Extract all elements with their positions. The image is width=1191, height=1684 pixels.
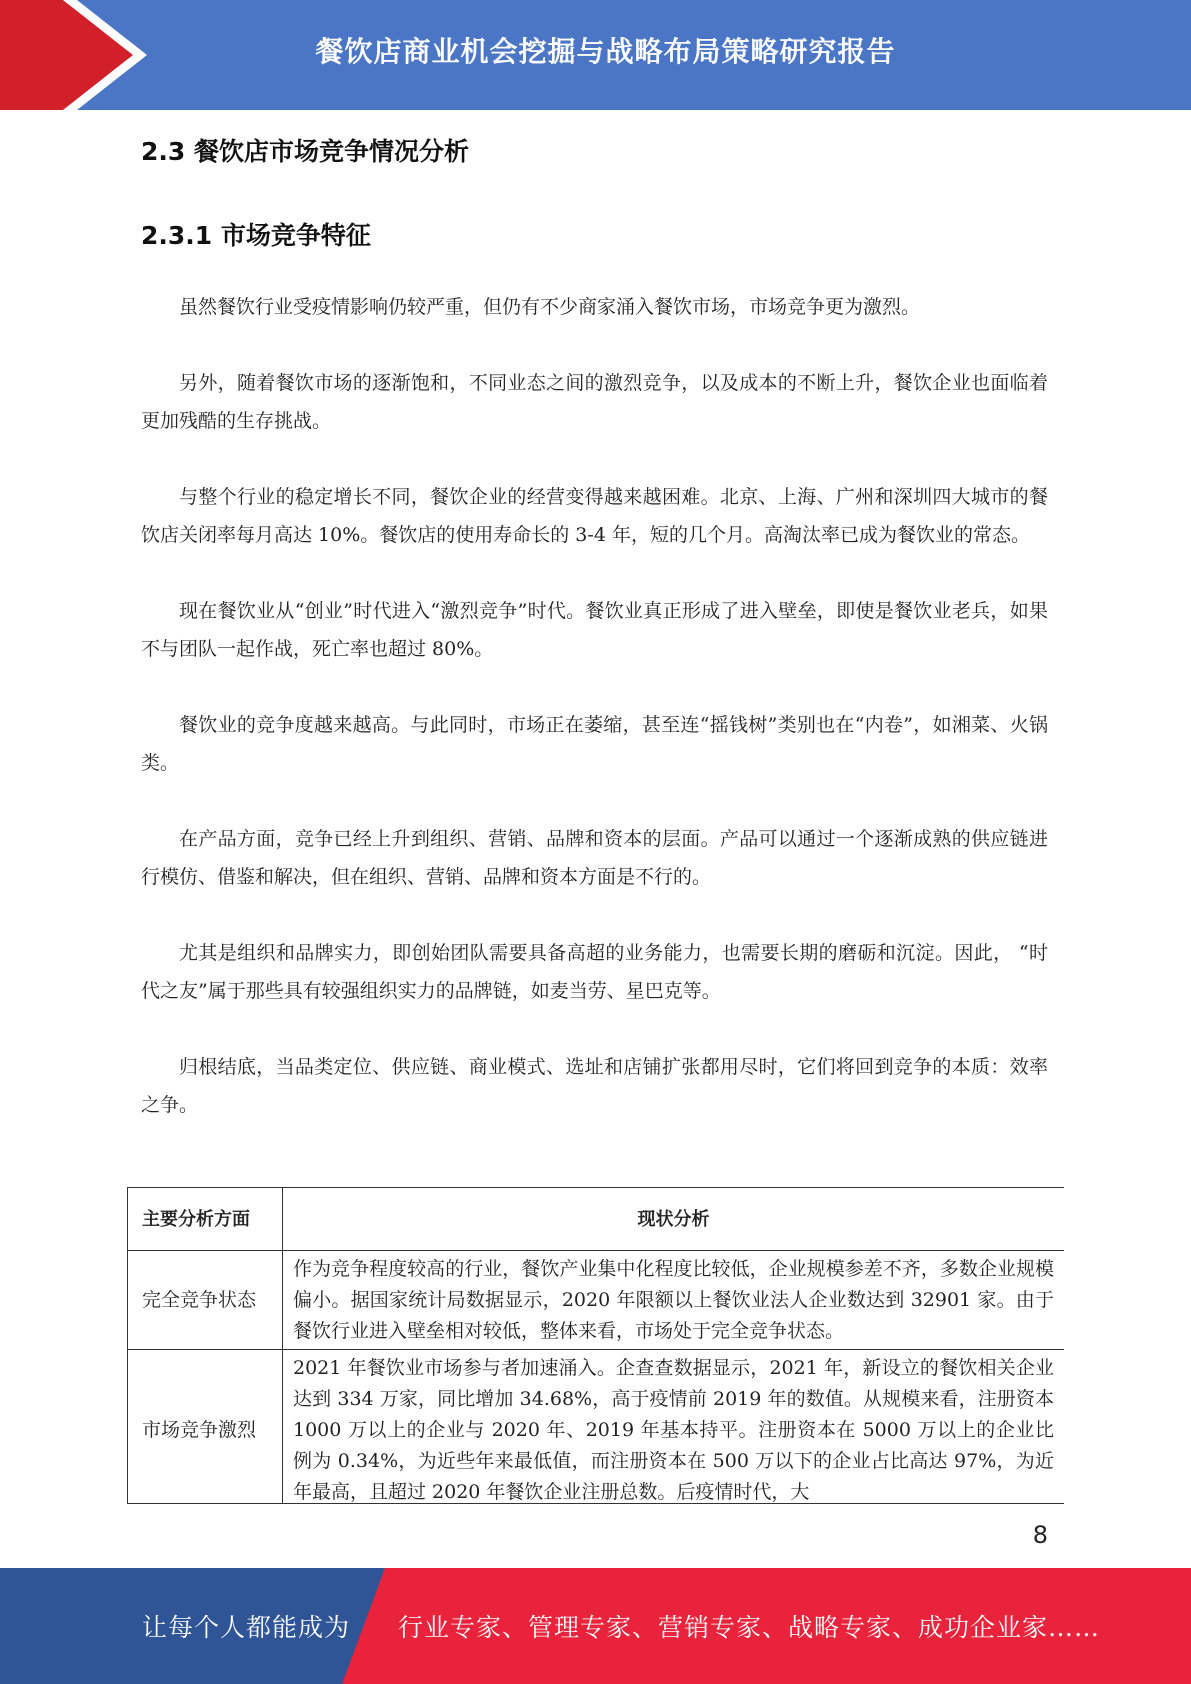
body-text bbox=[141, 288, 1048, 1162]
paragraph: 在产品方面，竞争已经上升到组织、营销、品牌和资本的层面。产品可以通过一个逐渐成熟的供应链进行模仿、借鉴和解决，但在组织、营销、品牌和资本方面是不行的。 bbox=[141, 828, 1048, 888]
table-header-aspect: 主要分析方面 bbox=[128, 1188, 283, 1251]
page-number: 8 bbox=[1032, 1521, 1048, 1549]
table-cell-aspect: 市场竞争激烈 bbox=[128, 1350, 283, 1505]
paragraph: 归根结底，当品类定位、供应链、商业模式、选址和店铺扩张都用尽时，它们将回到竞争的本质：效率之争。 bbox=[141, 1056, 1048, 1116]
paragraph: 餐饮业的竞争度越来越高。与此同时，市场正在萎缩，甚至连“摇钱树”类别也在“内卷”，如湘菜、火锅类。 bbox=[141, 714, 1048, 774]
footer-slogan-left: 让每个人都能成为 bbox=[142, 1613, 351, 1642]
table-row bbox=[128, 1251, 1065, 1350]
report-title: 餐饮店商业机会挖掘与战略布局策略研究报告 bbox=[315, 35, 896, 68]
page-footer bbox=[0, 1568, 1191, 1684]
section-heading: 2.3 餐饮店市场竞争情况分析 bbox=[141, 137, 469, 166]
analysis-table-container bbox=[127, 1187, 1064, 1504]
analysis-table bbox=[127, 1187, 1064, 1504]
paragraph: 尤其是组织和品牌实力，即创始团队需要具备高超的业务能力，也需要长期的磨砺和沉淀。因此， “时代之友”属于那些具有较强组织实力的品牌链，如麦当劳、星巴克等。 bbox=[141, 942, 1048, 1002]
footer-slogan-right: 行业专家、管理专家、营销专家、战略专家、成功企业家…… bbox=[398, 1613, 1101, 1642]
table-cell-aspect: 完全竞争状态 bbox=[128, 1251, 283, 1350]
paragraph: 另外，随着餐饮市场的逐渐饱和，不同业态之间的激烈竞争，以及成本的不断上升，餐饮企业也面临着更加残酷的生存挑战。 bbox=[141, 372, 1048, 432]
table-cell-analysis: 2021 年餐饮业市场参与者加速涌入。企查查数据显示，2021 年，新设立的餐饮相关企业达到 334 万家，同比增加 34.68%，高于疫情前 2019 年的数值。从规模来看，注册资本 1000 万以上的企业与 2020 年、2019 年基本持平。注册资本在 5000 万以上的企业比例为 0.34%，为近些年来最低值，而注册资本在 500 万以下的企业占比高达 97%，为近年最高，且超过 2020 年餐饮企业注册总数。后疫情时代，大 bbox=[283, 1350, 1065, 1505]
paragraph: 与整个行业的稳定增长不同，餐饮企业的经营变得越来越困难。北京、上海、广州和深圳四大城市的餐饮店关闭率每月高达 10%。餐饮店的使用寿命长的 3-4 年，短的几个月。高淘汰率已成为餐饮业的常态。 bbox=[141, 486, 1048, 546]
subsection-heading: 2.3.1 市场竞争特征 bbox=[141, 221, 371, 250]
table-header-row bbox=[128, 1188, 1065, 1251]
table-row bbox=[128, 1350, 1065, 1505]
table-header-analysis: 现状分析 bbox=[283, 1188, 1065, 1251]
paragraph: 现在餐饮业从“创业”时代进入“激烈竞争”时代。餐饮业真正形成了进入壁垒，即使是餐饮业老兵，如果不与团队一起作战，死亡率也超过 80%。 bbox=[141, 600, 1048, 660]
paragraph: 虽然餐饮行业受疫情影响仍较严重，但仍有不少商家涌入餐饮市场，市场竞争更为激烈。 bbox=[179, 296, 921, 318]
table-cell-analysis: 作为竞争程度较高的行业，餐饮产业集中化程度比较低，企业规模参差不齐，多数企业规模偏小。据国家统计局数据显示，2020 年限额以上餐饮业法人企业数达到 32901 家。由于餐饮行业进入壁垒相对较低，整体来看，市场处于完全竞争状态。 bbox=[283, 1251, 1065, 1350]
page-header bbox=[0, 0, 1191, 110]
